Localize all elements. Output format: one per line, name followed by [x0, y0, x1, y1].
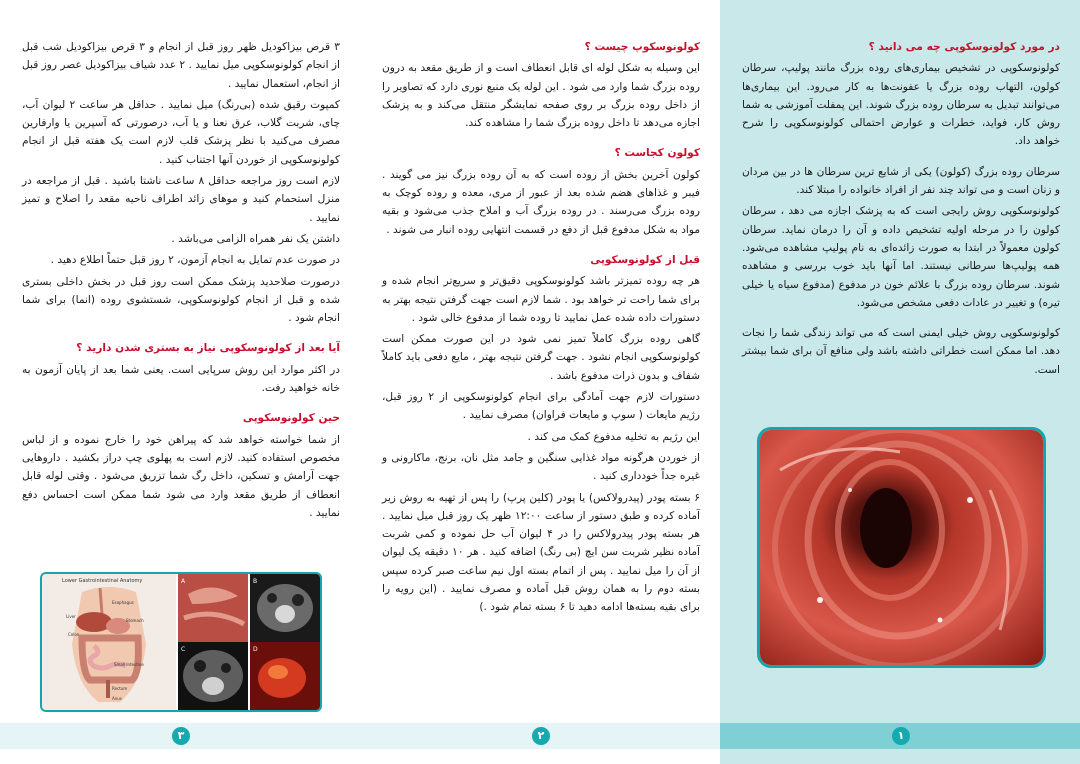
figure-label: Stomach	[126, 618, 144, 623]
figure-label: Rectum	[112, 686, 128, 691]
section-heading-before-colonoscopy: قبل از کولونوسکوپی	[590, 253, 700, 266]
panel-1-paragraph: کولونوسکوپی روش خیلی ایمنی است که می تواند زندگی شما را نجات دهد. اما ممکن است خطراتی داشته باشد ولی منافع آن برای شما بیشتر است.	[742, 327, 1060, 376]
panel-3-paragraph: لازم است روز مراجعه حداقل ۸ ساعت ناشتا باشید . قبل از مراجعه در منزل استحمام کنید و موهای زائد اطراف ناحیه مقعد را اصلاح و تمیز نمایید .	[22, 175, 340, 224]
panel-1-paragraph: سرطان روده بزرگ (کولون) یکی از شایع ترین سرطان ها در بین مردان و زنان است و می تواند چند نفر از افراد خانواده را مبتلا کند.	[742, 165, 1060, 197]
figure-title: Lower Gastrointestinal Anatomy	[62, 578, 143, 584]
section-paragraph: دستورات لازم جهت آمادگی برای انجام کولونوسکوپی از ۲ روز قبل، رژیم مایعات ( سوپ و مایعات فراوان) مصرف نمایید .	[382, 391, 700, 422]
anatomy-figure	[40, 572, 322, 712]
section-paragraph: گاهی روده بزرگ کاملاً تمیز نمی شود در این صورت ممکن است کولونوسکوپی انجام نشود . جهت گرفتن نتیجه بهتر ، مایع دفعی باید کاملاً شفاف و بدون ذرات مدفوع باشد .	[382, 333, 700, 382]
page-number-1: ۱	[892, 727, 910, 745]
section-paragraph: از خوردن هرگونه مواد غذایی سنگین و جامد مثل نان، برنج، ماکارونی و غیره جداً خودداری کنید .	[382, 451, 700, 483]
panel-letter: A	[181, 578, 186, 585]
section-paragraph: از شما خواسته خواهد شد که پیراهن خود را خارج نموده و از لباس مخصوص استفاده کنید. لازم است به پهلوی چپ دراز بکشید . داروهایی جهت آرامش و تسکین، داخل رگ شما تزریق می‌شود . وقتی لوله قابل انعطاف از طریق مقعد وارد می شود شما ممکن است احساس دفع نمایید .	[22, 433, 340, 519]
section-paragraph: کولون آخرین بخش از روده است که به آن روده بزرگ نیز می گویند . فیبر و غذاهای هضم شده بعد از عبور از مری، معده و روده کوچک به روده بزرگ می‌رسند . در روده بزرگ آب و املاح جذب می‌شود و بقیه مواد به شکل مدفوع قبل از دفع در قسمت انتهایی روده انبار می شوند .	[382, 168, 700, 236]
panel-3-paragraph: در صورت عدم تمایل به انجام آزمون، ۲ روز قبل حتماً اطلاع دهید .	[50, 254, 340, 267]
panel-3-paragraph: ۳ قرص بیزاکودیل ظهر روز قبل از انجام و ۳ قرص بیزاکودیل شب قبل از انجام کولونوسکوپی میل نمایید . ۲ عدد شیاف بیزاکودیل عصر روز قبل از انجام، استعمال نمایید .	[22, 41, 340, 90]
panel-3-paragraph: درصورت صلاحدید پزشک ممکن است روز قبل در بخش داخلی بستری شده و قبل از انجام کولونوسکوپی، شستشوی روده (انما) برای شما انجام شود .	[22, 275, 340, 325]
panel-2-text	[382, 38, 700, 620]
panel-page-2	[360, 0, 720, 764]
figure-label: Esophagus	[112, 600, 134, 605]
colon-interior-image	[760, 430, 1043, 665]
section-heading-what-is-colonoscope: کولونوسکوپ چیست ؟	[584, 41, 700, 53]
page-number-3: ۳	[172, 727, 190, 745]
section-paragraph: هر چه روده تمیزتر باشد کولونوسکوپی دقیق‌تر و سریع‌تر انجام شده و برای شما راحت تر خواهد بود . شما لازم است جهت گرفتن نتیجه بهتر به دستورات داده شده عمل نمایید تا روده شما از مدفوع خالی شود .	[382, 275, 700, 324]
panel-letter: D	[253, 646, 258, 653]
section-paragraph: این وسیله به شکل لوله ای قابل انعطاف است و از طریق مقعد به درون روده بزرگ شما وارد می شود . این لوله یک منبع نوری دارد که تصاویر را از داخل روده بزرگ بر روی صفحه نمایشگر منتقل می‌کند و به پزشک اجازه می‌دهد تا داخل روده بزرگ شما را مشاهده کند.	[382, 62, 700, 130]
panel-1-paragraph: کولونوسکوپی روش رایجی است که به پزشک اجازه می دهد ، سرطان کولون را در مرحله اولیه تشخیص داده و آن را درمان نماید. سرطان کولون معمولاً در ابتدا به صورت زائده‌ای به نام پولیپ مشاهده می‌شود. همه پولیپ‌ها سرطانی نیستند. اما آنها باید خوب بررسی و مشاهده شوند. سرطان روده بزرگ با علائم خون در مدفوع (مدفوع سیاه یا خیلی تیره) و تغییر در عادات دفعی مشخص می‌شود.	[742, 205, 1060, 309]
section-paragraph: ۶ بسته پودر (پیدرولاکس) یا پودر (کلین پرپ) را پس از تهیه به روش زیر آماده کرده و طبق دستور از ساعت ۱۲:۰۰ ظهر یک روز قبل میل نمایید . هر بسته پودر پیدرولاکس را در ۴ لیوان آب حل نموده و کمی شربت آماده نظیر شربت سن ایچ (بی رنگ) اضافه کنید . هر ۱۰ دقیقه یک لیوان از آن را میل نمایید . پس از اتمام بسته اول نیم ساعت صبر کرده سپس بسته دوم را به همان روش قبل آماده و مصرف نمایید . (این رویه را برای بقیه بسته‌ها ادامه دهید تا ۶ بسته تمام شود .)	[382, 491, 700, 614]
panel-2-footer	[360, 723, 720, 749]
panel-letter: B	[253, 578, 258, 585]
panel-3-footer	[0, 723, 360, 749]
panel-3-text	[22, 38, 340, 525]
section-heading-where-is-colon: کولون کجاست ؟	[614, 147, 700, 160]
colonoscopy-photo	[757, 427, 1046, 668]
panel-3-paragraph: کمپوت رقیق شده (بی‌رنگ) میل نمایید . حداقل هر ساعت ۲ لیوان آب، چای، شربت گلاب، عرق نعنا و یا آب، درصورتی که آسپرین یا وارفارین مصرف می‌کنید با نظر پزشک قلب لازم است یک هفته قبل از انجام کولونوسکوپی از خوردن آنها اجتناب کنید .	[22, 98, 340, 166]
section-paragraph: این رژیم به تخلیه مدفوع کمک می کند .	[527, 430, 700, 443]
figure-label: Colon	[68, 632, 80, 637]
section-heading-during-colonoscopy: حین کولونوسکوپی	[242, 412, 340, 425]
panel-1-text	[742, 38, 1060, 382]
figure-label: Liver	[66, 614, 76, 619]
page-number-2: ۲	[532, 727, 550, 745]
panel-letter: C	[181, 646, 186, 653]
section-heading-hospitalization: آیا بعد از کولونوسکوپی نیاز به بستری شدن دارید ؟	[76, 342, 340, 355]
panel-1-footer	[720, 723, 1080, 749]
figure-label: Small Intestine	[114, 662, 144, 667]
panel-1-paragraph: کولونوسکوپی در تشخیص بیماری‌های روده بزرگ مانند پولیپ، سرطان کولون، التهاب روده بزرگ یا عفونت‌ها به کار می‌رود. این بیماری‌ها می‌توانند تبدیل به سرطان روده بزرگ شوند. این پمفلت آموزشی به شما روش کار، فواید، خطرات و عوارض احتمالی کولونوسکوپی را شرح خواهد داد.	[742, 62, 1060, 148]
panel-1-heading: در مورد کولونوسکوپی چه می دانید ؟	[868, 41, 1060, 53]
gi-anatomy-illustration	[42, 574, 320, 710]
panel-3-paragraph: داشتن یک نفر همراه الزامی می‌باشد .	[171, 232, 340, 245]
figure-label: Anus	[112, 696, 122, 701]
section-paragraph: در اکثر موارد این روش سرپایی است. یعنی شما بعد از پایان آزمون به خانه خواهید رفت.	[22, 363, 340, 395]
